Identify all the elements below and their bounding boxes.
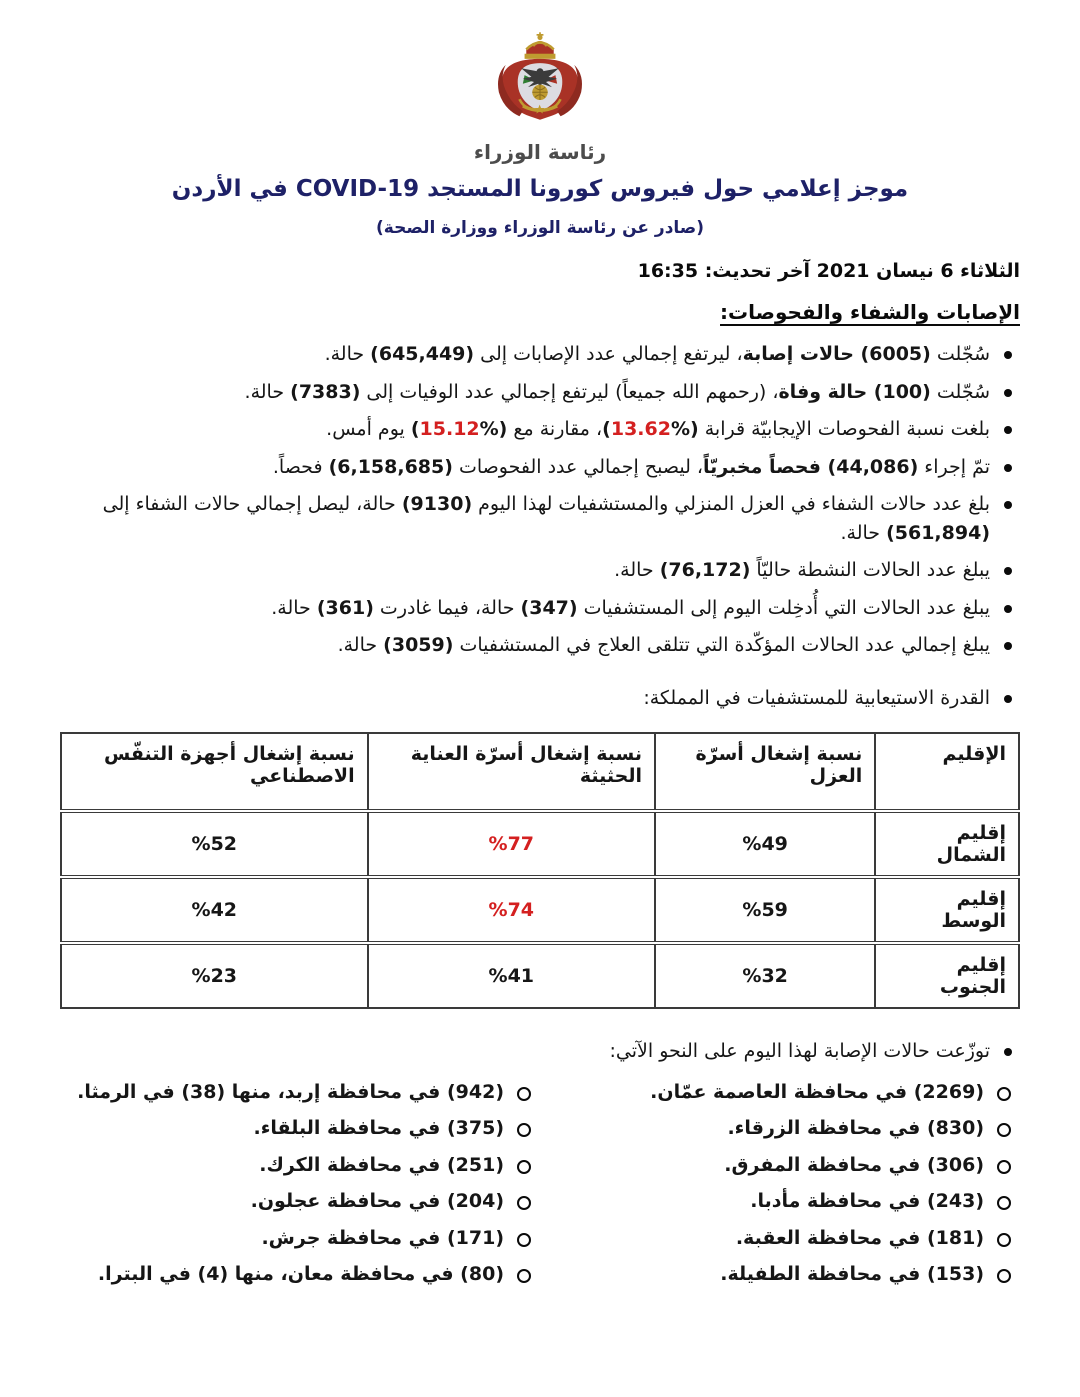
gov-item-tafileh: (153) في محافظة الطفيلة.	[540, 1260, 1020, 1289]
gov-item-maan: (80) في محافظة معان، منها (4) في البترا.	[60, 1260, 540, 1289]
isolation-value: %32	[655, 943, 875, 1008]
header-isolation-beds: نسبة إشغال أسرّة العزل	[655, 733, 875, 811]
date-line: الثلاثاء 6 نيسان 2021 آخر تحديث: 16:35	[637, 260, 1020, 282]
gov-item-ajloun: (204) في محافظة عجلون.	[60, 1187, 540, 1216]
page-subtitle: (صادر عن رئاسة الوزراء ووزارة الصحة)	[376, 218, 704, 238]
section-header	[60, 300, 1020, 324]
stat-lab-tests: تمّ إجراء (44,086) فحصاً مخبريّاً، ليصبح إجمالي عدد الفحوصات (6,158,685) فحصاً.	[60, 453, 1020, 482]
gov-item-jerash: (171) في محافظة جرش.	[60, 1224, 540, 1253]
governorate-columns	[60, 1078, 1020, 1297]
region-name: إقليم الشمال	[875, 811, 1019, 877]
stat-hospital-admissions: يبلغ عدد الحالات التي أُدخِلت اليوم إلى المستشفيات (347) حالة، فيما غادرت (361) حالة.	[60, 594, 1020, 623]
table-row-north	[61, 811, 1019, 877]
jordan-coat-of-arms-icon	[480, 30, 600, 134]
gov-item-madaba: (243) في محافظة مأدبا.	[540, 1187, 1020, 1216]
icu-value: %41	[368, 943, 655, 1008]
gov-item-balqa: (375) في محافظة البلقاء.	[60, 1114, 540, 1143]
section-header-text: الإصابات والشفاء والفحوصات:	[720, 300, 1020, 324]
icu-value: %77	[368, 811, 655, 877]
table-row-south	[61, 943, 1019, 1008]
table-row-central	[61, 877, 1019, 943]
gov-item-zarqa: (830) في محافظة الزرقاء.	[540, 1114, 1020, 1143]
region-name: إقليم الوسط	[875, 877, 1019, 943]
hospital-capacity-table	[60, 732, 1020, 1009]
gov-item-aqaba: (181) في محافظة العقبة.	[540, 1224, 1020, 1253]
governorate-column-left	[60, 1078, 540, 1297]
capacity-heading: القدرة الاستيعابية للمستشفيات في المملكة:	[60, 684, 1020, 713]
pm-calligraphy: رئاسة الوزراء	[473, 140, 607, 164]
gov-item-karak: (251) في محافظة الكرك.	[60, 1151, 540, 1180]
stat-confirmed-in-hospitals: يبلغ إجمالي عدد الحالات المؤكّدة التي تتلقى العلاج في المستشفيات (3059) حالة.	[60, 631, 1020, 660]
distribution-heading: توزّعت حالات الإصابة لهذا اليوم على النحو الآتي:	[60, 1037, 1020, 1066]
header-logo-area	[60, 30, 1020, 164]
gov-item-mafraq: (306) في محافظة المفرق.	[540, 1151, 1020, 1180]
ventilator-value: %52	[61, 811, 368, 877]
icu-value: %74	[368, 877, 655, 943]
governorate-column-right	[540, 1078, 1020, 1297]
page-title: موجز إعلامي حول فيروس كورونا المستجد COVID-19 في الأردن	[171, 176, 909, 202]
isolation-value: %59	[655, 877, 875, 943]
stat-deaths: سُجّلت (100) حالة وفاة، (رحمهم الله جميعاً) ليرتفع إجمالي عدد الوفيات إلى (7383) حالة.	[60, 378, 1020, 407]
stat-new-cases: سُجّلت (6005) حالات إصابة، ليرتفع إجمالي عدد الإصابات إلى (645,449) حالة.	[60, 340, 1020, 369]
stat-active-cases: يبلغ عدد الحالات النشطة حاليّاً (76,172) حالة.	[60, 556, 1020, 585]
gov-item-amman: (2269) في محافظة العاصمة عمّان.	[540, 1078, 1020, 1107]
header-ventilators: نسبة إشغال أجهزة التنفّس الاصطناعي	[61, 733, 368, 811]
capacity-table-header-row	[61, 733, 1019, 811]
stat-positivity-rate: بلغت نسبة الفحوصات الإيجابيّة قرابة (%13.62)، مقارنة مع (%15.12) يوم أمس.	[60, 415, 1020, 444]
stats-bullet-list	[60, 340, 1020, 660]
capacity-heading-list	[60, 684, 1020, 713]
header-icu-beds: نسبة إشغال أسرّة العناية الحثيثة	[368, 733, 655, 811]
header-region: الإقليم	[875, 733, 1019, 811]
ventilator-value: %42	[61, 877, 368, 943]
gov-item-irbid: (942) في محافظة إربد، منها (38) في الرمثا.	[60, 1078, 540, 1107]
region-name: إقليم الجنوب	[875, 943, 1019, 1008]
ventilator-value: %23	[61, 943, 368, 1008]
distribution-heading-list	[60, 1037, 1020, 1066]
stat-recoveries: بلغ عدد حالات الشفاء في العزل المنزلي والمستشفيات لهذا اليوم (9130) حالة، ليصل إجمالي حالات الشفاء إلى (561,894) حالة.	[60, 490, 1020, 547]
isolation-value: %49	[655, 811, 875, 877]
